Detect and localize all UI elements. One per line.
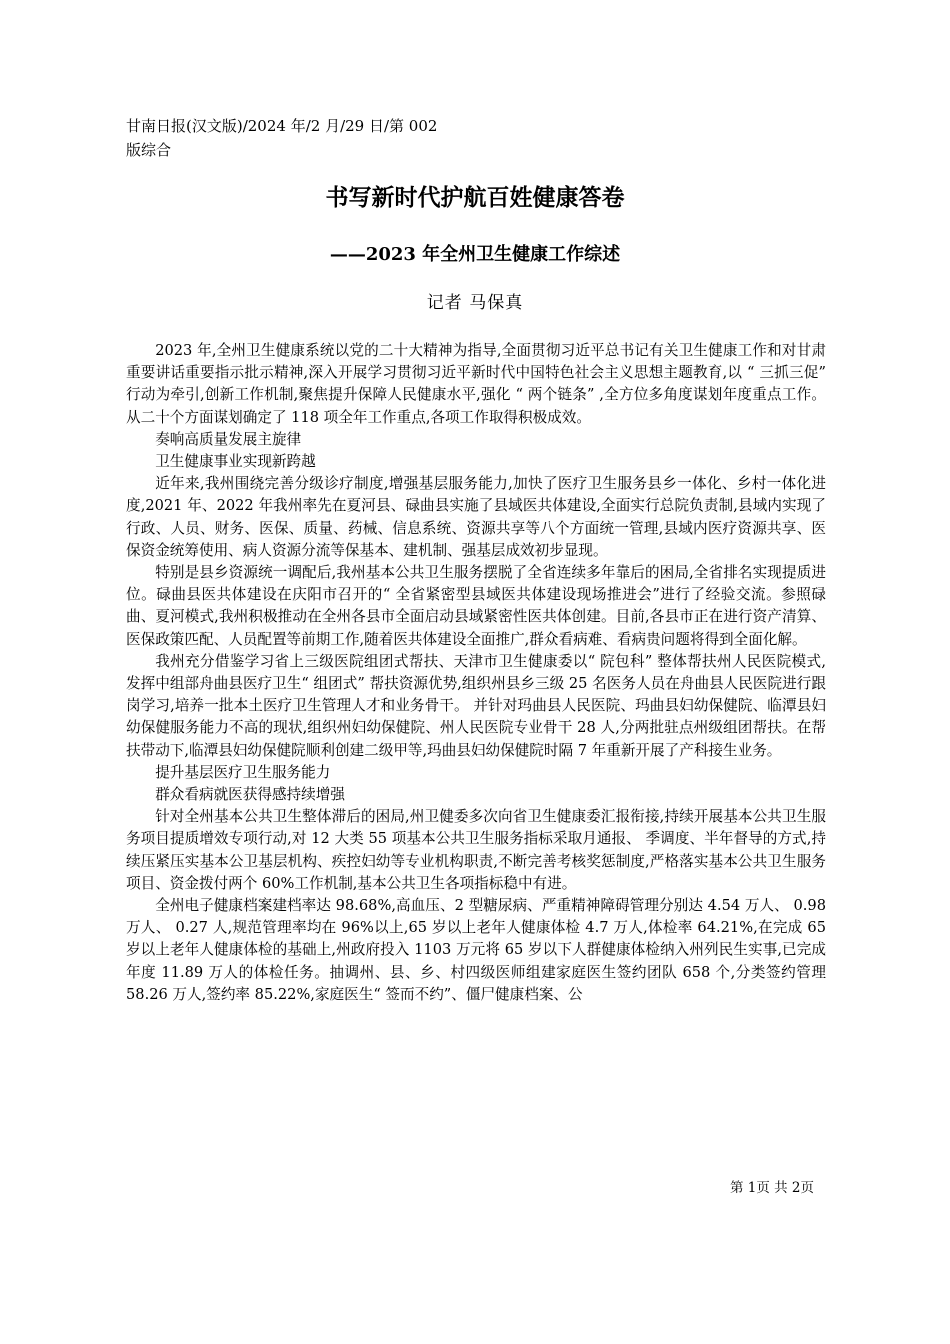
section-subheading: 卫生健康事业实现新跨越 bbox=[155, 453, 316, 471]
section-subheading: 群众看病就医获得感持续增强 bbox=[155, 786, 345, 804]
body-paragraph: 全州电子健康档案建档率达 98.68%,高血压、2 型糖尿病、严重精神障碍管理分别达 4.54 万人、 0.98 万人、 0.27 人,规范管理率均在 96%以上,65 岁以上老年人健康体检 4.7 万人,体检率 64.21%,在完成 65 岁以上老年人健康体检的基础上,州政府投入 1103 万元将 65 岁以下人群健康体检纳入州列民生实事,已完成年度 11.89 万人的体检任务。抽调州、县、乡、村四级医师组建家庭医生签约团队 658 个,分类签约管理 58.26 万人,签约率 85.22%,家庭医生“ 签而不约”、僵尸健康档案、公 bbox=[126, 897, 826, 1003]
body-paragraph: 近年来,我州围绕完善分级诊疗制度,增强基层服务能力,加快了医疗卫生服务县乡一体化、乡村一体化进度,2021 年、2022 年我州率先在夏河县、碌曲县实施了县域医共体建设,全面实行总院负责制,县域内实现了行政、人员、财务、医保、质量、药械、信息系统、资源共享等八个方面统一管理,县域内医疗资源共享、医保资金统筹使用、病人资源分流等保基本、建机制、强基层成效初步显现。 bbox=[126, 475, 826, 559]
publication-source-line: 甘南日报(汉文版)/2024 年/2 月/29 日/第 002 版综合 bbox=[126, 117, 438, 159]
article-title: 书写新时代护航百姓健康答卷 bbox=[325, 184, 625, 211]
section-heading: 奏响高质量发展主旋律 bbox=[155, 430, 302, 448]
body-paragraph: 针对全州基本公共卫生整体滞后的困局,州卫健委多次向省卫生健康委汇报衔接,持续开展基本公共卫生服务项目提质增效专项行动,对 12 大类 55 项基本公共卫生服务指标采取月通报、 季调度、半年督导的方式,持续压紧压实基本公卫基层机构、疾控妇幼等专业机构职责,不断完善考核奖惩制度,严格落实基本公共卫生服务项目、资金拨付两个 60%工作机制,基本公共卫生各项指标稳中有进。 bbox=[126, 808, 826, 892]
intro-paragraph: 2023 年,全州卫生健康系统以党的二十大精神为指导,全面贯彻习近平总书记有关卫生健康工作和对甘肃重要讲话重要指示批示精神,深入开展学习贯彻习近平新时代中国特色社会主义思想主题教育,以 “ 三抓三促” 行动为牵引,创新工作机制,聚焦提升保障人民健康水平,强化 “ 两个链条” ,全方位多角度谋划年度重点工作。 从二十个方面谋划确定了 118 项全年工作重点,各项工作取得积极成效。 bbox=[126, 342, 826, 426]
body-paragraph: 特别是县乡资源统一调配后,我州基本公共卫生服务摆脱了全省连续多年靠后的困局,全省排名实现提质进位。碌曲县医共体建设在庆阳市召开的“ 全省紧密型县域医共体建设现场推进会”进行了经验交流。参照碌曲、夏河模式,我州积极推动在全州各县市全面启动县域紧密性医共体创建。目前,各县市正在进行资产清算、医保政策匹配、人员配置等前期工作,随着医共体建设全面推广,群众看病难、看病贵问题将得到全面化解。 bbox=[126, 564, 826, 648]
page-number-footer: 第 1页 共 2页 bbox=[729, 1180, 814, 1196]
section-heading: 提升基层医疗卫生服务能力 bbox=[155, 763, 331, 781]
article-subtitle: ——2023 年全州卫生健康工作综述 bbox=[329, 244, 621, 265]
article-body bbox=[126, 340, 826, 1006]
article-author: 记者 马保真 bbox=[426, 293, 524, 313]
body-paragraph: 我州充分借鉴学习省上三级医院组团式帮扶、天津市卫生健康委以“ 院包科” 整体帮扶州人民医院模式,发挥中组部舟曲县医疗卫生“ 组团式” 帮扶资源优势,组织州县乡三级 25 名医务人员在舟曲县人民医院进行跟岗学习,培养一批本土医疗卫生管理人才和业务骨干。 并针对玛曲县人民医院、玛曲县妇幼保健院、临潭县妇幼保健服务能力不高的现状,组织州妇幼保健院、州人民医院专业骨干 28 人,分两批驻点州级组团帮扶。在帮扶带动下,临潭县妇幼保健院顺利创建二级甲等,玛曲县妇幼保健院时隔 7 年重新开展了产科接生业务。 bbox=[126, 652, 826, 759]
